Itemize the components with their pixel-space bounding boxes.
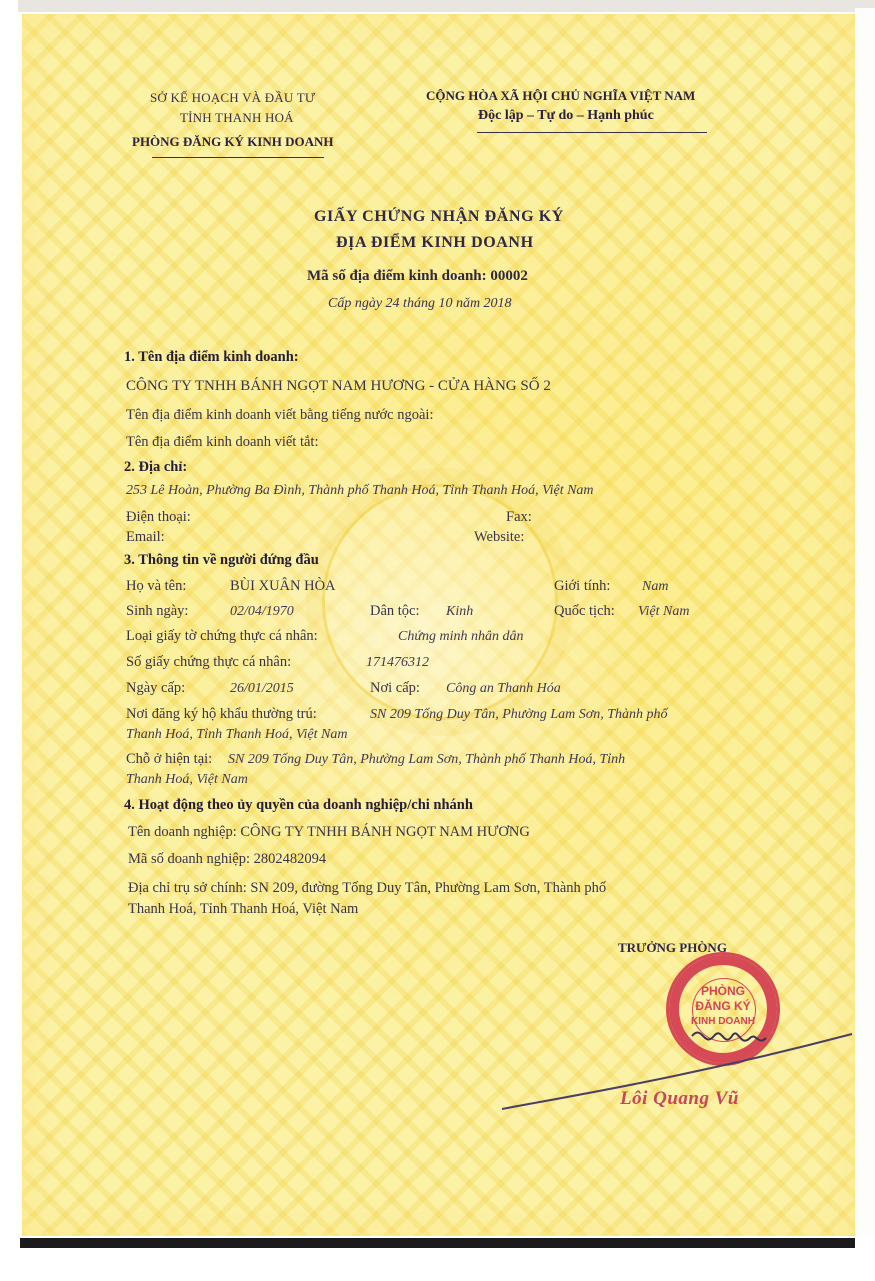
gender-label: Giới tính: <box>554 578 611 594</box>
photo-background-top <box>0 0 875 12</box>
header-motto: Độc lập – Tự do – Hạnh phúc <box>478 108 654 123</box>
table-edge-shadow <box>20 1238 855 1248</box>
location-code: Mã số địa điểm kinh doanh: 00002 <box>307 268 528 284</box>
headquarters-line2: Thanh Hoá, Tỉnh Thanh Hoá, Việt Nam <box>128 901 359 917</box>
head-name-label: Họ và tên: <box>126 578 187 594</box>
seal-text-line3: KINH DOANH <box>691 1016 755 1027</box>
photo-background-left <box>0 0 18 1281</box>
foreign-name-label: Tên địa điểm kinh doanh viết bằng tiếng nước ngoài: <box>126 407 434 423</box>
short-name-label: Tên địa điểm kinh doanh viết tắt: <box>126 434 319 450</box>
current-residence-value-line1: SN 209 Tống Duy Tân, Phường Lam Sơn, Thành phố Thanh Hoá, Tỉnh <box>228 752 626 767</box>
signatory-name: Lôi Quang Vũ <box>620 1088 739 1109</box>
photo-background-right <box>855 8 875 1248</box>
email-label: Email: <box>126 529 165 545</box>
permanent-residence-label: Nơi đăng ký hộ khẩu thường trú: <box>126 706 317 722</box>
issue-place-value: Công an Thanh Hóa <box>446 681 561 696</box>
seal-text-line2: ĐĂNG KÝ <box>695 999 751 1013</box>
current-residence-value-line2: Thanh Hoá, Việt Nam <box>126 772 248 787</box>
nationality-label: Quốc tịch: <box>554 603 615 619</box>
signatory-role: TRƯỞNG PHÒNG <box>618 940 727 955</box>
phone-label: Điện thoại: <box>126 509 191 525</box>
section1-heading: 1. Tên địa điểm kinh doanh: <box>124 349 299 365</box>
id-number-value: 171476312 <box>366 655 429 670</box>
ethnic-value: Kinh <box>446 604 474 619</box>
header-agency-line3: PHÒNG ĐĂNG KÝ KINH DOANH <box>132 134 334 149</box>
company-name-line: Tên doanh nghiệp: CÔNG TY TNHH BÁNH NGỌT NAM HƯƠNG <box>128 824 530 840</box>
header-country: CỘNG HÒA XÃ HỘI CHỦ NGHĨA VIỆT NAM <box>426 88 696 103</box>
website-label: Website: <box>474 529 525 545</box>
fax-label: Fax: <box>506 509 532 525</box>
header-agency-line2: TỈNH THANH HOÁ <box>180 110 294 125</box>
dob-label: Sinh ngày: <box>126 603 189 619</box>
header-right-underline <box>477 132 707 133</box>
section3-heading: 3. Thông tin về người đứng đầu <box>124 552 319 568</box>
issue-date-label: Ngày cấp: <box>126 680 186 696</box>
certificate-sheet <box>22 14 855 1238</box>
business-location-name: CÔNG TY TNHH BÁNH NGỌT NAM HƯƠNG - CỬA HÀNG SỐ 2 <box>126 378 551 394</box>
header-left-underline <box>152 157 324 158</box>
current-residence-label: Chỗ ở hiện tại: <box>126 751 213 767</box>
issue-date-value: 26/01/2015 <box>230 681 294 696</box>
company-code-line: Mã số doanh nghiệp: 2802482094 <box>128 851 327 867</box>
permanent-residence-value-line2: Thanh Hoá, Tỉnh Thanh Hoá, Việt Nam <box>126 727 348 742</box>
nationality-value: Việt Nam <box>638 604 690 619</box>
issue-place-label: Nơi cấp: <box>370 680 420 696</box>
dob-value: 02/04/1970 <box>230 604 294 619</box>
gender-value: Nam <box>642 579 669 594</box>
seal-text-line1: PHÒNG <box>700 984 745 998</box>
section4-heading: 4. Hoạt động theo ủy quyền của doanh nghiệp/chi nhánh <box>124 797 473 813</box>
permanent-residence-value-line1: SN 209 Tống Duy Tân, Phường Lam Sơn, Thành phố <box>370 707 668 722</box>
id-number-label: Số giấy chứng thực cá nhân: <box>126 654 292 670</box>
head-name-value: BÙI XUÂN HÒA <box>230 578 336 594</box>
issue-date: Cấp ngày 24 tháng 10 năm 2018 <box>328 296 512 311</box>
address-value: 253 Lê Hoàn, Phường Ba Đình, Thành phố Thanh Hoá, Tỉnh Thanh Hoá, Việt Nam <box>126 483 594 498</box>
headquarters-line1: Địa chỉ trụ sở chính: SN 209, đường Tống Duy Tân, Phường Lam Sơn, Thành phố <box>128 880 607 896</box>
document-title-line2: ĐỊA ĐIỂM KINH DOANH <box>336 234 534 251</box>
ethnic-label: Dân tộc: <box>370 603 420 619</box>
id-type-value: Chứng minh nhân dân <box>398 629 524 644</box>
id-type-label: Loại giấy tờ chứng thực cá nhân: <box>126 628 318 644</box>
section2-heading: 2. Địa chỉ: <box>124 459 188 475</box>
header-agency-line1: SỞ KẾ HOẠCH VÀ ĐẦU TƯ <box>150 90 316 105</box>
document-title-line1: GIẤY CHỨNG NHẬN ĐĂNG KÝ <box>314 208 564 225</box>
